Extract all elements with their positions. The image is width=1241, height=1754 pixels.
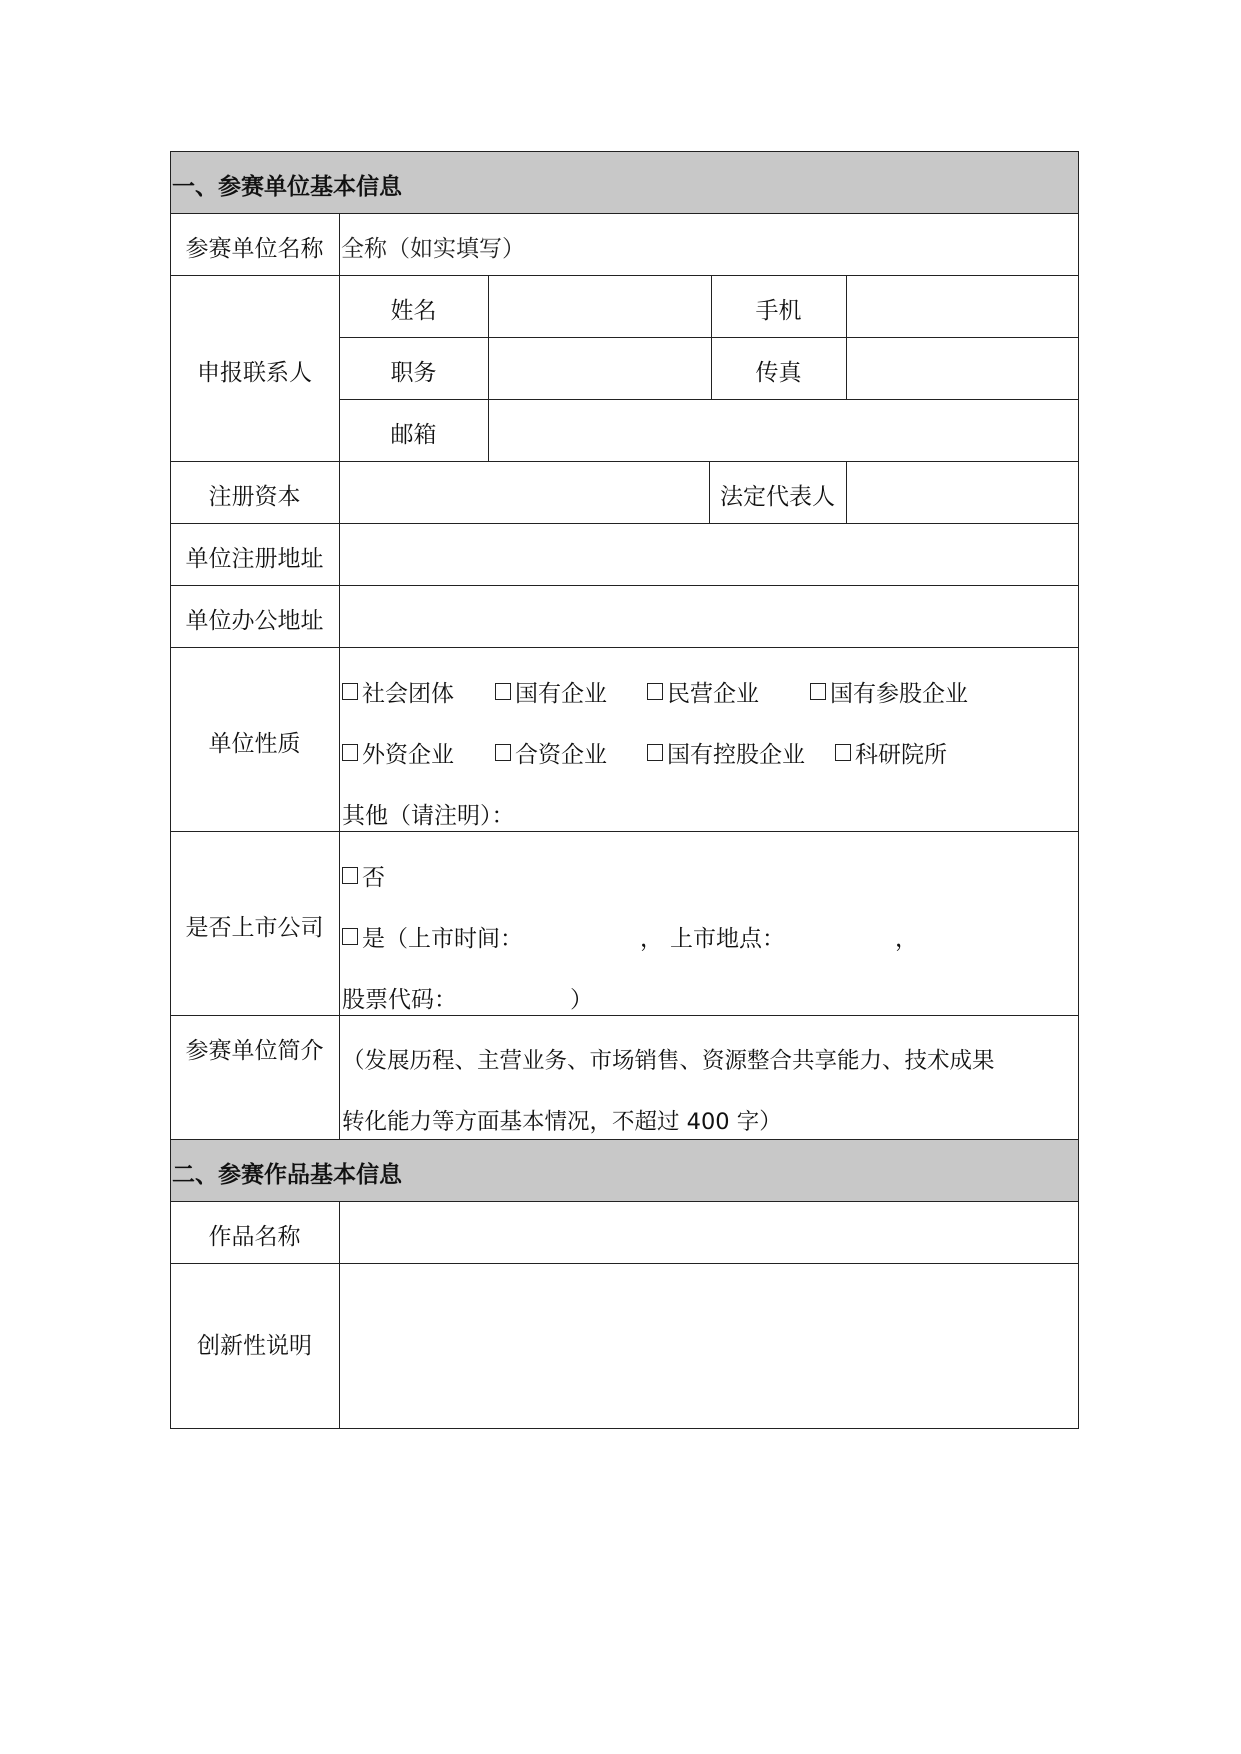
checkbox-icon[interactable] [495, 683, 511, 700]
org-name-field[interactable]: 全称（如实填写） [341, 235, 525, 262]
checkbox-icon[interactable] [342, 683, 358, 700]
checkbox-icon[interactable] [647, 744, 663, 761]
option-joint-venture[interactable]: 合资企业 [495, 736, 607, 769]
org-name-label: 参赛单位名称 [185, 235, 324, 262]
org-nature-other[interactable]: 其他（请注明）： [342, 803, 515, 829]
contact-mobile-label: 手机 [755, 297, 802, 324]
table-rule [339, 337, 1079, 338]
stock-code-label: 股票代码： [342, 987, 457, 1013]
work-name-field[interactable] [339, 1201, 1079, 1263]
checkbox-icon[interactable] [495, 744, 511, 761]
table-border [1078, 151, 1079, 1429]
checkbox-icon[interactable] [342, 744, 358, 761]
intro-hint-line2: 转化能力等方面基本情况，不超过 400 字） [342, 1109, 782, 1135]
table-rule [339, 1201, 340, 1429]
checkbox-icon[interactable] [342, 928, 358, 945]
work-name-label: 作品名称 [208, 1223, 301, 1250]
office-address-field[interactable] [339, 585, 1079, 647]
table-rule [170, 647, 1079, 648]
table-rule [170, 275, 1079, 276]
registered-address-label: 单位注册地址 [185, 545, 324, 572]
table-rule [170, 213, 1079, 214]
table-rule [846, 461, 847, 523]
table-rule [170, 461, 1079, 462]
table-rule [846, 275, 847, 399]
innovation-field[interactable] [339, 1263, 1079, 1429]
listed-separator-2: ， [895, 926, 918, 952]
contact-position-label: 职务 [390, 359, 437, 386]
legal-rep-field[interactable] [846, 461, 1079, 523]
listed-close-paren: ） [570, 987, 593, 1013]
option-research-institute[interactable]: 科研院所 [835, 736, 947, 769]
option-state-shareholding[interactable]: 国有参股企业 [810, 675, 968, 708]
table-rule [711, 275, 712, 399]
section-header-org-info: 一、参赛单位基本信息 [170, 151, 1079, 213]
registered-capital-label: 注册资本 [208, 483, 301, 510]
checkbox-icon[interactable] [342, 867, 358, 884]
table-rule [170, 1015, 1079, 1016]
checkbox-icon[interactable] [835, 744, 851, 761]
contact-fax-field[interactable] [846, 337, 1079, 399]
table-rule [170, 1139, 1079, 1140]
option-private[interactable]: 民营企业 [647, 675, 759, 708]
option-state-controlled[interactable]: 国有控股企业 [647, 736, 805, 769]
contact-email-label: 邮箱 [390, 421, 437, 448]
table-rule [170, 523, 1079, 524]
table-rule [170, 585, 1079, 586]
innovation-label: 创新性说明 [197, 1332, 312, 1359]
registered-capital-field[interactable] [339, 461, 709, 523]
table-rule [339, 213, 340, 1139]
table-rule [170, 1201, 1079, 1202]
contact-name-label: 姓名 [390, 297, 437, 324]
legal-rep-label: 法定代表人 [720, 483, 835, 510]
table-border [170, 151, 171, 1429]
intro-label: 参赛单位简介 [185, 1037, 324, 1064]
table-rule [170, 831, 1079, 832]
contact-mobile-field[interactable] [846, 275, 1079, 337]
org-nature-label: 单位性质 [208, 730, 301, 757]
registration-form [170, 151, 1079, 1429]
option-foreign[interactable]: 外资企业 [342, 736, 454, 769]
contact-name-field[interactable] [488, 275, 711, 337]
contact-position-field[interactable] [488, 337, 711, 399]
table-rule [488, 275, 489, 461]
intro-hint-line1: （发展历程、主营业务、市场销售、资源整合共享能力、技术成果 [342, 1048, 995, 1074]
contact-fax-label: 传真 [755, 359, 802, 386]
option-social-group[interactable]: 社会团体 [342, 675, 454, 708]
table-rule [709, 461, 710, 523]
office-address-label: 单位办公地址 [185, 607, 324, 634]
checkbox-icon[interactable] [810, 683, 826, 700]
listed-place-label: 上市地点： [670, 926, 785, 952]
listed-no-option[interactable]: 否 [342, 859, 385, 892]
intro-field[interactable] [339, 1015, 1079, 1139]
table-rule [339, 399, 1079, 400]
table-border [170, 1428, 1079, 1429]
registered-address-field[interactable] [339, 523, 1079, 585]
table-rule [170, 1263, 1079, 1264]
table-border [170, 151, 1079, 152]
option-state-owned[interactable]: 国有企业 [495, 675, 607, 708]
contact-email-field[interactable] [488, 399, 1079, 461]
listed-yes-option[interactable]: 是（上市时间： [342, 920, 523, 953]
checkbox-icon[interactable] [647, 683, 663, 700]
listed-separator-1: ， [640, 926, 663, 952]
listed-label: 是否上市公司 [185, 914, 324, 941]
contact-label: 申报联系人 [197, 359, 312, 386]
section-header-work-info: 二、参赛作品基本信息 [170, 1139, 1079, 1201]
